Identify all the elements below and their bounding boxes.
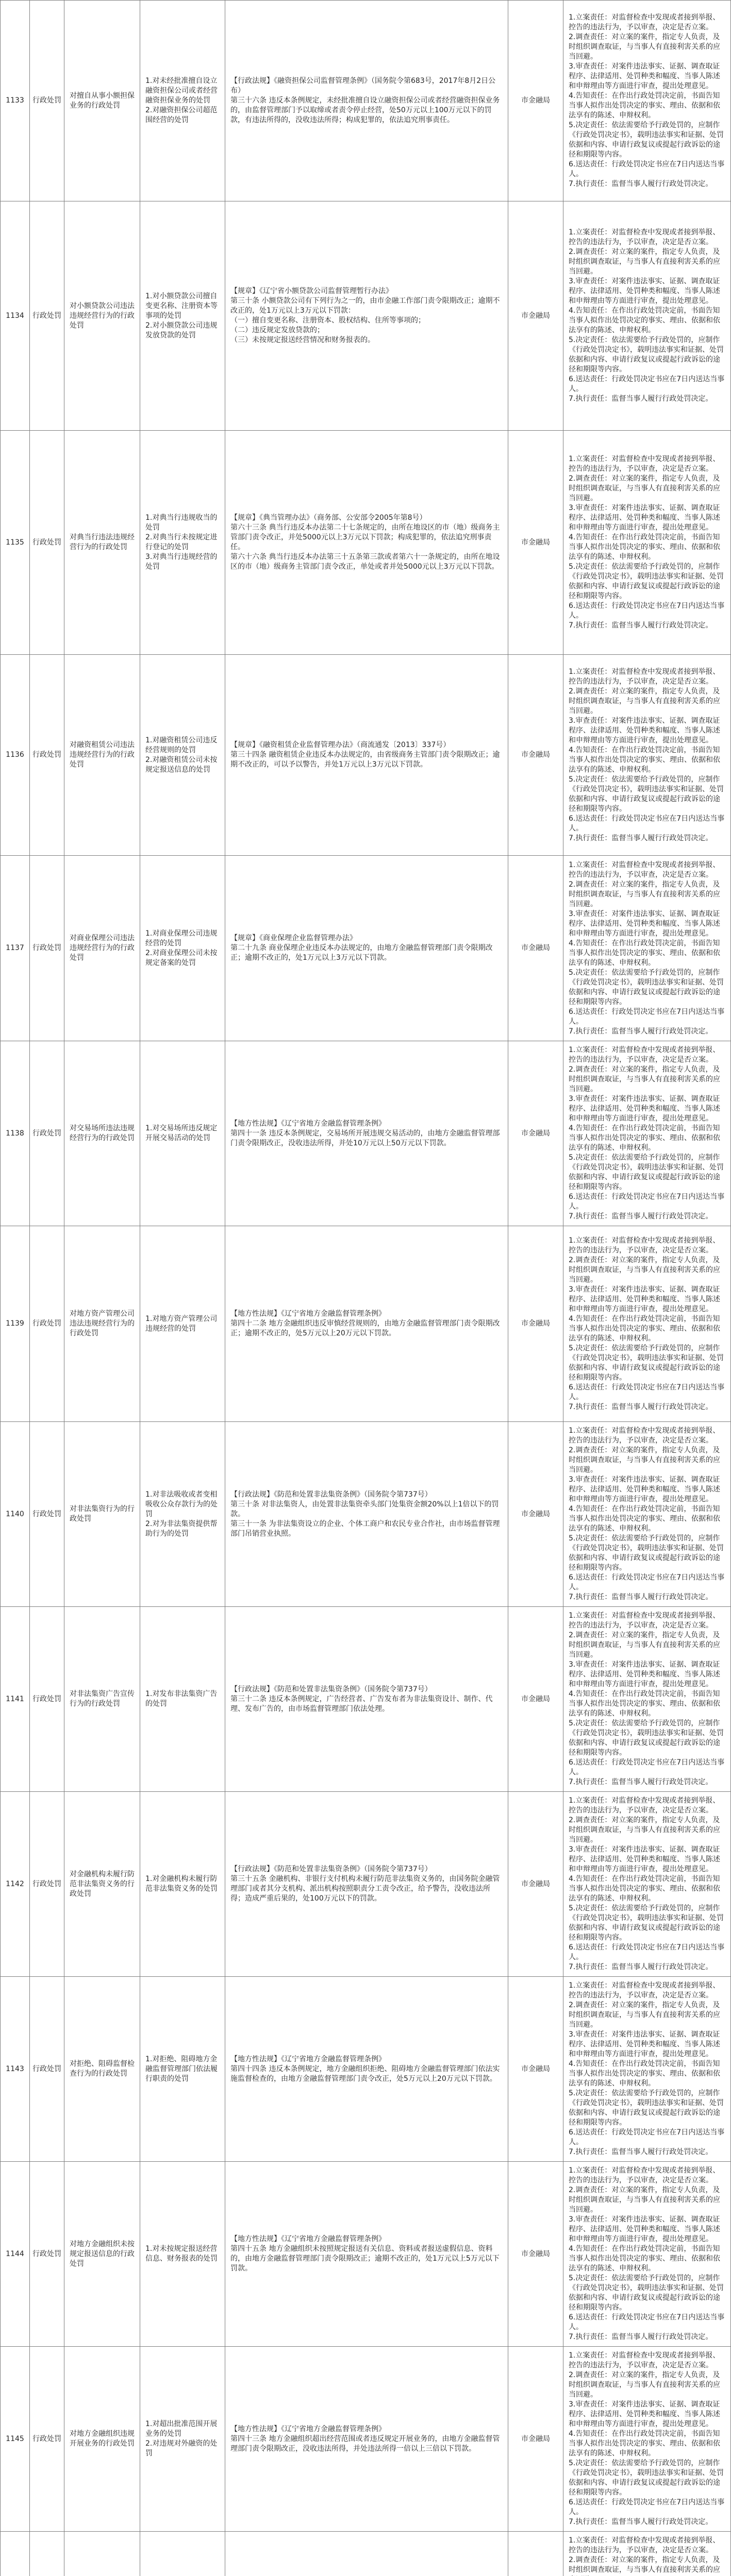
row-number-cell: [1, 856, 30, 1041]
power-type-cell: [30, 856, 64, 1041]
item-name-cell: [64, 2532, 140, 2576]
sub-item-text: 1.对未经批准擅自设立融资担保公司或者经营融资担保业务的处罚 2.对融资担保公司超范围经营的处罚: [145, 77, 218, 124]
power-type-text: 行政处罚: [32, 2249, 61, 2258]
sub-item-text: 1.对商业保理公司违规经营的处罚 2.对商业保理公司未按规定备案的处罚: [145, 929, 218, 967]
item-name-cell: [64, 201, 140, 431]
sub-item-text: 1.对未按规定报送经营信息、财务报表的处罚: [145, 2245, 218, 2263]
legal-basis-cell: [225, 2532, 508, 2576]
table-row: [1, 1792, 731, 1977]
responsible-dept-text: 市金融局: [521, 1319, 550, 1328]
table-row: [1, 856, 731, 1041]
row-number-cell: [1, 655, 30, 856]
row-number-cell: [1, 1792, 30, 1977]
responsibilities-cell: [563, 1226, 731, 1422]
sub-item-text: 1.对超出批准范围开展业务的处罚 2.对违规对外融资的处罚: [145, 2420, 218, 2458]
row-number-text: 1138: [6, 1129, 24, 1138]
responsibilities-text: 1.立案责任：对监督检查中发现或者接到举报、控告的违法行为，予以审查，决定是否立案。 2.调查责任：对立案的案件，指定专人负责，及时组织调查取证，与当事人有直接利害关系的应当回避。 3.审查责任：对案件违法事实、证据、调查取证程序、法律适用、处罚种类和幅度、当事人陈述和申辩理由等方面进行审查，提出处理意见。 4.告知责任：在作出行政处罚决定前，书面告知当事人拟作出处罚决定的事实、理由、依据和依法享有的陈述、申辩权利。 5.决定责任：依法需要给予行政处罚的，应制作《行政处罚决定书》，载明违法事实和证据、处罚依据和内容、申请行政复议或提起行政诉讼的途径和期限等内容。 6.送达责任：行政处罚决定书应在7日内送达当事人。 7.执行责任：监督当事人履行行政处罚决定。: [569, 1236, 725, 1411]
row-number-cell: [1, 1607, 30, 1792]
table-row: [1, 1422, 731, 1607]
sub-item-text: 1.对金融机构未履行防范非法集资义务的处罚: [145, 1875, 218, 1893]
power-type-text: 行政处罚: [32, 944, 61, 952]
legal-basis-cell: [225, 655, 508, 856]
legal-basis-cell: [225, 201, 508, 431]
legal-basis-text: 【规章】《融资租赁企业监督管理办法》（商流通发〔2013〕337号） 第三十四条 融资租赁企业违反本办法规定的，由省级商务主管部门责令限期改正；逾期不改正的，可以予以警告，并处1万元以上3万元以下罚款。: [230, 741, 500, 769]
item-name-text: 对擅自从事小额担保业务的行政处罚: [70, 91, 135, 110]
responsible-dept-cell: [508, 1, 563, 201]
item-name-text: 对地方金融组织未按规定报送信息的行政处罚: [70, 2240, 135, 2268]
legal-basis-text: 【行政法规】《防范和处置非法集资条例》（国务院令第737号） 第三十条 对非法集资人，由处置非法集资牵头部门处集资金额20%以上1倍以下的罚款。 第三十一条 为非法集资设立的企业、个体工商户和农民专业合作社，由市场监督管理部门吊销营业执照。: [230, 1490, 500, 1538]
legal-basis-text: 【行政法规】《融资担保公司监督管理条例》（国务院令第683号，2017年8月2日公布） 第三十六条 违反本条例规定，未经批准擅自设立融资担保公司或者经营融资担保业务的，由监督管理部门予以取缔或者责令停止经营，处50万元以上100万元以下的罚款，有违法所得的，没收违法所得；构成犯罪的，依法追究刑事责任。: [230, 77, 500, 124]
sub-item-cell: [140, 2347, 225, 2532]
responsible-dept-text: 市金融局: [521, 1129, 550, 1138]
sub-item-text: 1.对非法吸收或者变相吸收公众存款行为的处罚 2.对为非法集资提供帮助行为的处罚: [145, 1490, 218, 1538]
table-row: [1, 1977, 731, 2162]
responsible-dept-text: 市金融局: [521, 751, 550, 759]
legal-basis-text: 【地方性法规】《辽宁省地方金融监督管理条例》 第四十二条 地方金融组织违反审慎经营规则的，由地方金融监督管理部门责令限期改正；逾期不改正的，处5万元以上20万元以下罚款。: [230, 1310, 500, 1337]
power-type-text: 行政处罚: [32, 1694, 61, 1703]
responsibilities-cell: [563, 1, 731, 201]
row-number-cell: [1, 1041, 30, 1226]
table-row: [1, 1, 731, 201]
power-type-text: 行政处罚: [32, 751, 61, 759]
table-row: [1, 1041, 731, 1226]
responsible-dept-cell: [508, 1041, 563, 1226]
item-name-text: 对地方金融组织违规开展业务的行政处罚: [70, 2430, 135, 2448]
responsible-dept-cell: [508, 2347, 563, 2532]
legal-basis-text: 【地方性法规】《辽宁省地方金融监督管理条例》 第四十四条 违反本条例规定，地方金融组织拒绝、阻碍地方金融监督管理部门依法实施监督检查的，由地方金融监督管理部门责令改正，处5万元以上20万元以下罚款。: [230, 2055, 500, 2083]
responsible-dept-text: 市金融局: [521, 311, 550, 320]
responsibilities-cell: [563, 856, 731, 1041]
responsible-dept-cell: [508, 655, 563, 856]
sub-item-cell: [140, 1792, 225, 1977]
table-row: [1, 1226, 731, 1422]
sub-item-cell: [140, 201, 225, 431]
responsible-dept-text: 市金融局: [521, 1510, 550, 1518]
sub-item-text: 1.对地方资产管理公司违规经营的处罚: [145, 1314, 218, 1333]
sub-item-text: 1.对发布非法集资广告的处罚: [145, 1690, 218, 1708]
item-name-cell: [64, 1607, 140, 1792]
item-name-cell: [64, 1422, 140, 1607]
responsibilities-cell: [563, 1977, 731, 2162]
sub-item-cell: [140, 1977, 225, 2162]
power-type-cell: [30, 1, 64, 201]
sub-item-cell: [140, 1607, 225, 1792]
legal-basis-cell: [225, 1, 508, 201]
responsible-dept-text: 市金融局: [521, 2249, 550, 2258]
row-number-text: 1140: [6, 1510, 24, 1518]
legal-basis-text: 【行政法规】《防范和处置非法集资条例》（国务院令第737号） 第三十五条 金融机构、非银行支付机构未履行防范非法集资义务的，由国务院金融管理部门或者其分支机构、派出机构按照职责分工责令改正，给予警告，没收违法所得；造成严重后果的，处100万元以下的罚款。: [230, 1865, 500, 1903]
item-name-text: 对融资租赁公司违法违规经营行为的行政处罚: [70, 741, 135, 769]
row-number-text: 1141: [6, 1694, 24, 1703]
responsible-dept-text: 市金融局: [521, 2434, 550, 2443]
power-type-cell: [30, 2162, 64, 2347]
sub-item-text: 1.对拒绝、阻碍地方金融监督管理部门依法履行职责的处罚: [145, 2055, 218, 2083]
legal-basis-cell: [225, 1041, 508, 1226]
responsibilities-text: 1.立案责任：对监督检查中发现或者接到举报、控告的违法行为，予以审查，决定是否立案。 2.调查责任：对立案的案件，指定专人负责，及时组织调查取证，与当事人有直接利害关系的应当回避。 3.审查责任：对案件违法事实、证据、调查取证程序、法律适用、处罚种类和幅度、当事人陈述和申辩理由等方面进行审查，提出处理意见。 4.告知责任：在作出行政处罚决定前，书面告知当事人拟作出处罚决定的事实、理由、依据和依法享有的陈述、申辩权利。 5.决定责任：依法需要给予行政处罚的，应制作《行政处罚决定书》，载明违法事实和证据、处罚依据和内容、申请行政复议或提起行政诉讼的途径和期限等内容。 6.送达责任：行政处罚决定书应在7日内送达当事人。 7.执行责任：监督当事人履行行政处罚决定。: [569, 2351, 725, 2526]
table-row: [1, 2532, 731, 2576]
responsibilities-cell: [563, 1041, 731, 1226]
responsible-dept-text: 市金融局: [521, 538, 550, 547]
item-name-text: 对金融机构未履行防范非法集资义务的行政处罚: [70, 1870, 135, 1898]
sub-item-cell: [140, 1226, 225, 1422]
row-number-text: 1145: [6, 2434, 24, 2443]
power-type-cell: [30, 1041, 64, 1226]
sub-item-text: 1.对融资租赁公司违反经营规则的处罚 2.对融资租赁公司未按规定报送信息的处罚: [145, 736, 218, 774]
responsibilities-text: 1.立案责任：对监督检查中发现或者接到举报、控告的违法行为，予以审查，决定是否立案。 2.调查责任：对立案的案件，指定专人负责，及时组织调查取证，与当事人有直接利害关系的应当回避。 3.审查责任：对案件违法事实、证据、调查取证程序、法律适用、处罚种类和幅度、当事人陈述和申辩理由等方面进行审查，提出处理意见。 4.告知责任：在作出行政处罚决定前，书面告知当事人拟作出处罚决定的事实、理由、依据和依法享有的陈述、申辩权利。 5.决定责任：依法需要给予行政处罚的，应制作《行政处罚决定书》，载明违法事实和证据、处罚依据和内容、申请行政复议或提起行政诉讼的途径和期限等内容。 6.送达责任：行政处罚决定书应在7日内送达当事人。 7.执行责任：监督当事人履行行政处罚决定。: [569, 455, 725, 630]
item-name-cell: [64, 2347, 140, 2532]
power-type-text: 行政处罚: [32, 96, 61, 105]
row-number-cell: [1, 2532, 30, 2576]
item-name-cell: [64, 431, 140, 655]
item-name-text: 对交易场所违法违规经营行为的行政处罚: [70, 1124, 135, 1142]
responsibilities-text: 1.立案责任：对监督检查中发现或者接到举报、控告的违法行为，予以审查，决定是否立案。 2.调查责任：对立案的案件，指定专人负责，及时组织调查取证，与当事人有直接利害关系的应当回避。 3.审查责任：对案件违法事实、证据、调查取证程序、法律适用、处罚种类和幅度、当事人陈述和申辩理由等方面进行审查，提出处理意见。 4.告知责任：在作出行政处罚决定前，书面告知当事人拟作出处罚决定的事实、理由、依据和依法享有的陈述、申辩权利。 5.决定责任：依法需要给予行政处罚的，应制作《行政处罚决定书》，载明违法事实和证据、处罚依据和内容、申请行政复议或提起行政诉讼的途径和期限等内容。 6.送达责任：行政处罚决定书应在7日内送达当事人。 7.执行责任：监督当事人履行行政处罚决定。: [569, 1427, 725, 1601]
table-row: [1, 431, 731, 655]
item-name-text: 对非法集资广告宣传行为的行政处罚: [70, 1690, 135, 1708]
sub-item-cell: [140, 856, 225, 1041]
legal-basis-text: 【地方性法规】《辽宁省地方金融监督管理条例》 第四十一条 违反本条例规定，交易场所开展违规交易活动的，由地方金融监督管理部门责令限期改正，没收违法所得，并处10万元以上50万元以下罚款。: [230, 1119, 500, 1147]
table-row: [1, 2347, 731, 2532]
sub-item-cell: [140, 2162, 225, 2347]
legal-basis-cell: [225, 856, 508, 1041]
legal-basis-text: 【规章】《典当管理办法》（商务部、公安部令2005年第8号） 第六十三条 典当行违反本办法第二十七条规定的，由所在地设区的市（地）级商务主管部门责令改正，并处5000元以上3万元以下罚款；构成犯罪的，依法追究刑事责任。 第六十六条 典当行违反本办法第三十五条第三款或者第六十一条规定的，由所在地设区的市（地）级商务主管部门责令改正，单处或者并处5000元以上3万元以下罚款。: [230, 514, 500, 571]
legal-basis-cell: [225, 2162, 508, 2347]
responsibilities-cell: [563, 1792, 731, 1977]
legal-basis-cell: [225, 1607, 508, 1792]
responsible-dept-cell: [508, 201, 563, 431]
sub-item-text: 1.对小额贷款公司擅自变更名称、注册资本等事项的处罚 2.对小额贷款公司违规发放贷款的处罚: [145, 292, 218, 340]
responsible-dept-cell: [508, 2162, 563, 2347]
row-number-cell: [1, 1422, 30, 1607]
table-row: [1, 655, 731, 856]
item-name-text: 对小额贷款公司违法违规经营行为的行政处罚: [70, 301, 135, 330]
row-number-cell: [1, 1977, 30, 2162]
legal-basis-cell: [225, 1226, 508, 1422]
responsibilities-text: 1.立案责任：对监督检查中发现或者接到举报、控告的违法行为，予以审查，决定是否立案。 2.调查责任：对立案的案件，指定专人负责，及时组织调查取证，与当事人有直接利害关系的应当回避。 3.审查责任：对案件违法事实、证据、调查取证程序、法律适用、处罚种类和幅度、当事人陈述和申辩理由等方面进行审查，提出处理意见。 4.告知责任：在作出行政处罚决定前，书面告知当事人拟作出处罚决定的事实、理由、依据和依法享有的陈述、申辩权利。 5.决定责任：依法需要给予行政处罚的，应制作《行政处罚决定书》，载明违法事实和证据、处罚依据和内容、申请行政复议或提起行政诉讼的途径和期限等内容。 6.送达责任：行政处罚决定书应在7日内送达当事人。 7.执行责任：监督当事人履行行政处罚决定。: [569, 667, 725, 842]
responsibilities-text: 1.立案责任：对监督检查中发现或者接到举报、控告的违法行为，予以审查，决定是否立案。 2.调查责任：对立案的案件，指定专人负责，及时组织调查取证，与当事人有直接利害关系的应当回避。 3.审查责任：对案件违法事实、证据、调查取证程序、法律适用、处罚种类和幅度、当事人陈述和申辩理由等方面进行审查，提出处理意见。 4.告知责任：在作出行政处罚决定前，书面告知当事人拟作出处罚决定的事实、理由、依据和依法享有的陈述、申辩权利。 5.决定责任：依法需要给予行政处罚的，应制作《行政处罚决定书》，载明违法事实和证据、处罚依据和内容、申请行政复议或提起行政诉讼的途径和期限等内容。 6.送达责任：行政处罚决定书应在7日内送达当事人。 7.执行责任：监督当事人履行行政处罚决定。: [569, 1797, 725, 1971]
responsibilities-text: 1.立案责任：对监督检查中发现或者接到举报、控告的违法行为，予以审查，决定是否立案。 2.调查责任：对立案的案件，指定专人负责，及时组织调查取证，与当事人有直接利害关系的应当回避。 3.审查责任：对案件违法事实、证据、调查取证程序、法律适用、处罚种类和幅度、当事人陈述和申辩理由等方面进行审查，提出处理意见。 4.告知责任：在作出行政处罚决定前，书面告知当事人拟作出处罚决定的事实、理由、依据和依法享有的陈述、申辩权利。 5.决定责任：依法需要给予行政处罚的，应制作《行政处罚决定书》，载明违法事实和证据、处罚依据和内容、申请行政复议或提起行政诉讼的途径和期限等内容。 6.送达责任：行政处罚决定书应在7日内送达当事人。 7.执行责任：监督当事人履行行政处罚决定。: [569, 860, 725, 1036]
table-row: [1, 1607, 731, 1792]
row-number-text: 1137: [6, 944, 24, 952]
responsible-dept-cell: [508, 1226, 563, 1422]
responsibilities-cell: [563, 431, 731, 655]
sub-item-cell: [140, 1, 225, 201]
row-number-cell: [1, 1, 30, 201]
responsible-dept-text: 市金融局: [521, 1879, 550, 1888]
power-type-text: 行政处罚: [32, 538, 61, 547]
item-name-text: 对地方资产管理公司违法违规经营行为的行政处罚: [70, 1310, 135, 1337]
item-name-cell: [64, 1977, 140, 2162]
power-type-cell: [30, 1226, 64, 1422]
power-type-cell: [30, 1607, 64, 1792]
row-number-cell: [1, 1226, 30, 1422]
power-type-cell: [30, 2532, 64, 2576]
legal-basis-text: 【规章】《辽宁省小额贷款公司监督管理暂行办法》 第三十条 小额贷款公司有下列行为之一的，由市金融工作部门责令限期改正；逾期不改正的，处1万元以上3万元以下罚款： （一）擅自变更名称、注册资本、股权结构、住所等事项的； （二）违反规定发放贷款的； （三）未按规定报送经营情况和财务报表的。: [230, 287, 500, 344]
responsible-dept-text: 市金融局: [521, 944, 550, 952]
power-type-text: 行政处罚: [32, 1510, 61, 1518]
row-number-cell: [1, 2347, 30, 2532]
responsibilities-cell: [563, 2162, 731, 2347]
table-row: [1, 201, 731, 431]
responsibilities-cell: [563, 201, 731, 431]
responsibilities-text: 1.立案责任：对监督检查中发现或者接到举报、控告的违法行为，予以审查，决定是否立案。 2.调查责任：对立案的案件，指定专人负责，及时组织调查取证，与当事人有直接利害关系的应当回避。 3.审查责任：对案件违法事实、证据、调查取证程序、法律适用、处罚种类和幅度、当事人陈述和申辩理由等方面进行审查，提出处理意见。 4.告知责任：在作出行政处罚决定前，书面告知当事人拟作出处罚决定的事实、理由、依据和依法享有的陈述、申辩权利。 5.决定责任：依法需要给予行政处罚的，应制作《行政处罚决定书》，载明违法事实和证据、处罚依据和内容、申请行政复议或提起行政诉讼的途径和期限等内容。 6.送达责任：行政处罚决定书应在7日内送达当事人。 7.执行责任：监督当事人履行行政处罚决定。: [569, 1981, 725, 2156]
row-number-cell: [1, 2162, 30, 2347]
responsible-dept-cell: [508, 2532, 563, 2576]
responsibilities-cell: [563, 655, 731, 856]
responsible-dept-text: 市金融局: [521, 96, 550, 105]
row-number-text: 1134: [6, 311, 24, 320]
sub-item-text: 1.对交易场所违反规定开展交易活动的处罚: [145, 1124, 218, 1142]
legal-basis-cell: [225, 1422, 508, 1607]
table-row: [1, 2162, 731, 2347]
legal-basis-cell: [225, 1977, 508, 2162]
responsible-dept-cell: [508, 1977, 563, 2162]
power-type-cell: [30, 431, 64, 655]
sub-item-cell: [140, 2532, 225, 2576]
power-type-cell: [30, 1792, 64, 1977]
power-type-cell: [30, 2347, 64, 2532]
legal-basis-text: 【地方性法规】《辽宁省地方金融监督管理条例》 第四十五条 地方金融组织未按照规定报送有关信息、资料或者报送虚假信息、资料的，由地方金融监督管理部门责令限期改正；逾期不改正的，处1万元以上5万元以下罚款。: [230, 2235, 500, 2273]
power-type-cell: [30, 655, 64, 856]
row-number-text: 1143: [6, 2064, 24, 2073]
responsibilities-text: 1.立案责任：对监督检查中发现或者接到举报、控告的违法行为，予以审查，决定是否立案。 2.调查责任：对立案的案件，指定专人负责，及时组织调查取证，与当事人有直接利害关系的应当回避。 3.审查责任：对案件违法事实、证据、调查取证程序、法律适用、处罚种类和幅度、当事人陈述和申辩理由等方面进行审查，提出处理意见。 4.告知责任：在作出行政处罚决定前，书面告知当事人拟作出处罚决定的事实、理由、依据和依法享有的陈述、申辩权利。 5.决定责任：依法需要给予行政处罚的，应制作《行政处罚决定书》，载明违法事实和证据、处罚依据和内容、申请行政复议或提起行政诉讼的途径和期限等内容。 6.送达责任：行政处罚决定书应在7日内送达当事人。 7.执行责任：监督当事人履行行政处罚决定。: [569, 2166, 725, 2341]
sub-item-cell: [140, 1422, 225, 1607]
power-type-text: 行政处罚: [32, 2434, 61, 2443]
legal-basis-cell: [225, 431, 508, 655]
responsible-dept-cell: [508, 1422, 563, 1607]
item-name-cell: [64, 655, 140, 856]
row-number-text: 1133: [6, 96, 24, 105]
power-type-text: 行政处罚: [32, 2064, 61, 2073]
responsible-dept-cell: [508, 1607, 563, 1792]
legal-basis-text: 【地方性法规】《辽宁省地方金融监督管理条例》 第四十三条 地方金融组织超出经营范围或者违反规定开展业务的，由地方金融监督管理部门责令限期改正，没收违法所得，并处违法所得一倍以上三倍以下罚款。: [230, 2425, 500, 2453]
power-type-text: 行政处罚: [32, 1879, 61, 1888]
item-name-cell: [64, 1, 140, 201]
row-number-text: 1142: [6, 1879, 24, 1888]
power-type-text: 行政处罚: [32, 1129, 61, 1138]
row-number-text: 1144: [6, 2249, 24, 2258]
item-name-cell: [64, 1226, 140, 1422]
responsibilities-cell: [563, 1607, 731, 1792]
responsibilities-cell: [563, 2347, 731, 2532]
sub-item-text: 1.对典当行违规收当的处罚 2.对典当行未按规定进行登记的处罚 3.对典当行违规经营的处罚: [145, 514, 218, 571]
row-number-text: 1135: [6, 538, 24, 547]
item-name-text: 对拒绝、阻碍监督检查行为的行政处罚: [70, 2060, 135, 2078]
responsibilities-text: 1.立案责任：对监督检查中发现或者接到举报、控告的违法行为，予以审查，决定是否立案。 2.调查责任：对立案的案件，指定专人负责，及时组织调查取证，与当事人有直接利害关系的应: [569, 2536, 720, 2574]
row-number-cell: [1, 431, 30, 655]
item-name-text: 对典当行违法违规经营行为的行政处罚: [70, 533, 135, 551]
table-body: [1, 1, 731, 2576]
sub-item-cell: [140, 1041, 225, 1226]
sub-item-cell: [140, 431, 225, 655]
item-name-text: 对非法集资行为的行政处罚: [70, 1505, 135, 1523]
responsibilities-text: 1.立案责任：对监督检查中发现或者接到举报、控告的违法行为，予以审查，决定是否立案。 2.调查责任：对立案的案件，指定专人负责，及时组织调查取证，与当事人有直接利害关系的应当回避。 3.审查责任：对案件违法事实、证据、调查取证程序、法律适用、处罚种类和幅度、当事人陈述和申辩理由等方面进行审查，提出处理意见。 4.告知责任：在作出行政处罚决定前，书面告知当事人拟作出处罚决定的事实、理由、依据和依法享有的陈述、申辩权利。 5.决定责任：依法需要给予行政处罚的，应制作《行政处罚决定书》，载明违法事实和证据、处罚依据和内容、申请行政复议或提起行政诉讼的途径和期限等内容。 6.送达责任：行政处罚决定书应在7日内送达当事人。 7.执行责任：监督当事人履行行政处罚决定。: [569, 228, 725, 403]
responsibilities-cell: [563, 2532, 731, 2576]
item-name-cell: [64, 1792, 140, 1977]
item-name-cell: [64, 856, 140, 1041]
responsible-dept-text: 市金融局: [521, 1694, 550, 1703]
responsible-dept-cell: [508, 1792, 563, 1977]
legal-basis-text: 【规章】《商业保理企业监督管理办法》 第二十九条 商业保理企业违反本办法规定的，由地方金融监督管理部门责令限期改正；逾期不改正的，处1万元以上3万元以下罚款。: [230, 934, 493, 962]
row-number-text: 1139: [6, 1319, 24, 1328]
power-type-text: 行政处罚: [32, 1319, 61, 1328]
responsibilities-cell: [563, 1422, 731, 1607]
legal-basis-cell: [225, 1792, 508, 1977]
sub-item-cell: [140, 655, 225, 856]
row-number-cell: [1, 201, 30, 431]
power-type-cell: [30, 201, 64, 431]
power-type-cell: [30, 1422, 64, 1607]
responsibilities-text: 1.立案责任：对监督检查中发现或者接到举报、控告的违法行为，予以审查，决定是否立案。 2.调查责任：对立案的案件，指定专人负责，及时组织调查取证，与当事人有直接利害关系的应当回避。 3.审查责任：对案件违法事实、证据、调查取证程序、法律适用、处罚种类和幅度、当事人陈述和申辩理由等方面进行审查，提出处理意见。 4.告知责任：在作出行政处罚决定前，书面告知当事人拟作出处罚决定的事实、理由、依据和依法享有的陈述、申辩权利。 5.决定责任：依法需要给予行政处罚的，应制作《行政处罚决定书》，载明违法事实和证据、处罚依据和内容、申请行政复议或提起行政诉讼的途径和期限等内容。 6.送达责任：行政处罚决定书应在7日内送达当事人。 7.执行责任：监督当事人履行行政处罚决定。: [569, 1612, 725, 1786]
item-name-cell: [64, 2162, 140, 2347]
item-name-text: 对商业保理公司违法违规经营行为的行政处罚: [70, 934, 135, 962]
row-number-text: 1136: [6, 751, 24, 759]
legal-basis-cell: [225, 2347, 508, 2532]
responsibilities-text: 1.立案责任：对监督检查中发现或者接到举报、控告的违法行为，予以审查，决定是否立案。 2.调查责任：对立案的案件，指定专人负责，及时组织调查取证，与当事人有直接利害关系的应当回避。 3.审查责任：对案件违法事实、证据、调查取证程序、法律适用、处罚种类和幅度、当事人陈述和申辩理由等方面进行审查，提出处理意见。 4.告知责任：在作出行政处罚决定前，书面告知当事人拟作出处罚决定的事实、理由、依据和依法享有的陈述、申辩权利。 5.决定责任：依法需要给予行政处罚的，应制作《行政处罚决定书》，载明违法事实和证据、处罚依据和内容、申请行政复议或提起行政诉讼的途径和期限等内容。 6.送达责任：行政处罚决定书应在7日内送达当事人。 7.执行责任：监督当事人履行行政处罚决定。: [569, 13, 725, 188]
responsible-dept-text: 市金融局: [521, 2064, 550, 2073]
responsibilities-text: 1.立案责任：对监督检查中发现或者接到举报、控告的违法行为，予以审查，决定是否立案。 2.调查责任：对立案的案件，指定专人负责，及时组织调查取证，与当事人有直接利害关系的应当回避。 3.审查责任：对案件违法事实、证据、调查取证程序、法律适用、处罚种类和幅度、当事人陈述和申辩理由等方面进行审查，提出处理意见。 4.告知责任：在作出行政处罚决定前，书面告知当事人拟作出处罚决定的事实、理由、依据和依法享有的陈述、申辩权利。 5.决定责任：依法需要给予行政处罚的，应制作《行政处罚决定书》，载明违法事实和证据、处罚依据和内容、申请行政复议或提起行政诉讼的途径和期限等内容。 6.送达责任：行政处罚决定书应在7日内送达当事人。 7.执行责任：监督当事人履行行政处罚决定。: [569, 1046, 725, 1221]
responsible-dept-cell: [508, 431, 563, 655]
power-type-text: 行政处罚: [32, 311, 61, 320]
item-name-cell: [64, 1041, 140, 1226]
legal-basis-text: 【行政法规】《防范和处置非法集资条例》（国务院令第737号） 第三十二条 违反本条例规定，广告经营者、广告发布者为非法集资设计、制作、代理、发布广告的，由市场监督管理部门依法处理。: [230, 1685, 493, 1713]
responsible-dept-cell: [508, 856, 563, 1041]
power-type-cell: [30, 1977, 64, 2162]
